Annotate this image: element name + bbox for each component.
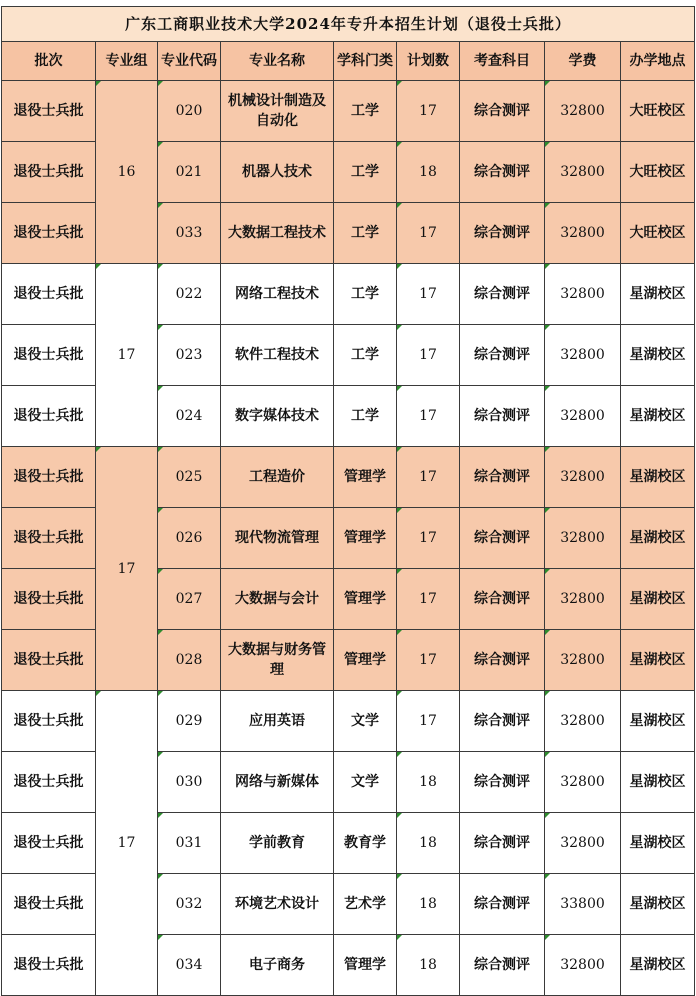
exam-cell: 综合测评 [460,569,545,630]
plan-count-cell: 18 [397,142,460,203]
location-cell: 星湖校区 [621,935,695,996]
exam-cell: 综合测评 [460,752,545,813]
major-name-cell: 数字媒体技术 [221,386,334,447]
code-cell: 020 [158,81,221,142]
plan-count-cell: 17 [397,508,460,569]
plan-count-cell: 17 [397,691,460,752]
fee-cell: 32800 [545,264,621,325]
code-cell: 021 [158,142,221,203]
code-cell: 022 [158,264,221,325]
batch-cell: 退役士兵批 [2,569,96,630]
major-name-cell: 网络工程技术 [221,264,334,325]
category-cell: 工学 [334,264,397,325]
code-cell: 032 [158,874,221,935]
major-name-cell: 软件工程技术 [221,325,334,386]
plan-count-cell: 17 [397,386,460,447]
fee-cell: 32800 [545,203,621,264]
location-cell: 星湖校区 [621,447,695,508]
fee-cell: 32800 [545,386,621,447]
exam-cell: 综合测评 [460,691,545,752]
header-category: 学科门类 [334,42,397,81]
exam-cell: 综合测评 [460,935,545,996]
fee-cell: 32800 [545,691,621,752]
header-exam: 考查科目 [460,42,545,81]
plan-count-cell: 18 [397,813,460,874]
fee-cell: 32800 [545,447,621,508]
group-cell: 16 [96,81,158,264]
group-cell: 17 [96,264,158,447]
exam-cell: 综合测评 [460,386,545,447]
batch-cell: 退役士兵批 [2,508,96,569]
code-cell: 028 [158,630,221,691]
category-cell: 艺术学 [334,874,397,935]
code-cell: 030 [158,752,221,813]
table-row [2,81,695,142]
major-name-cell: 大数据工程技术 [221,203,334,264]
location-cell: 星湖校区 [621,569,695,630]
batch-cell: 退役士兵批 [2,81,96,142]
plan-count-cell: 18 [397,935,460,996]
exam-cell: 综合测评 [460,508,545,569]
category-cell: 管理学 [334,935,397,996]
category-cell: 管理学 [334,569,397,630]
location-cell: 星湖校区 [621,813,695,874]
code-cell: 024 [158,386,221,447]
plan-count-cell: 17 [397,203,460,264]
major-name-cell: 网络与新媒体 [221,752,334,813]
location-cell: 大旺校区 [621,81,695,142]
batch-cell: 退役士兵批 [2,630,96,691]
batch-cell: 退役士兵批 [2,386,96,447]
major-name-cell: 大数据与会计 [221,569,334,630]
code-cell: 029 [158,691,221,752]
major-name-cell: 环境艺术设计 [221,874,334,935]
group-cell: 17 [96,691,158,996]
table-row [2,691,695,752]
location-cell: 星湖校区 [621,752,695,813]
plan-count-cell: 17 [397,325,460,386]
code-cell: 023 [158,325,221,386]
major-name-cell: 应用英语 [221,691,334,752]
location-cell: 星湖校区 [621,325,695,386]
plan-count-cell: 18 [397,752,460,813]
major-name-cell: 机器人技术 [221,142,334,203]
category-cell: 工学 [334,203,397,264]
exam-cell: 综合测评 [460,81,545,142]
fee-cell: 32800 [545,569,621,630]
exam-cell: 综合测评 [460,142,545,203]
code-cell: 025 [158,447,221,508]
fee-cell: 32800 [545,325,621,386]
exam-cell: 综合测评 [460,874,545,935]
major-name-cell: 现代物流管理 [221,508,334,569]
major-name-cell: 大数据与财务管理 [221,630,334,691]
fee-cell: 32800 [545,142,621,203]
table-row [2,447,695,508]
location-cell: 星湖校区 [621,386,695,447]
major-name-cell: 机械设计制造及自动化 [221,81,334,142]
location-cell: 大旺校区 [621,203,695,264]
fee-cell: 32800 [545,813,621,874]
code-cell: 034 [158,935,221,996]
major-name-cell: 学前教育 [221,813,334,874]
major-name-cell: 工程造价 [221,447,334,508]
code-cell: 033 [158,203,221,264]
exam-cell: 综合测评 [460,203,545,264]
fee-cell: 32800 [545,630,621,691]
header-batch: 批次 [2,42,96,81]
header-row [2,42,695,81]
category-cell: 工学 [334,325,397,386]
fee-cell: 32800 [545,508,621,569]
exam-cell: 综合测评 [460,813,545,874]
location-cell: 星湖校区 [621,630,695,691]
batch-cell: 退役士兵批 [2,813,96,874]
major-name-cell: 电子商务 [221,935,334,996]
location-cell: 星湖校区 [621,691,695,752]
header-fee: 学费 [545,42,621,81]
exam-cell: 综合测评 [460,264,545,325]
header-group: 专业组 [96,42,158,81]
category-cell: 文学 [334,691,397,752]
header-code: 专业代码 [158,42,221,81]
code-cell: 031 [158,813,221,874]
batch-cell: 退役士兵批 [2,203,96,264]
plan-count-cell: 17 [397,447,460,508]
category-cell: 管理学 [334,508,397,569]
category-cell: 教育学 [334,813,397,874]
batch-cell: 退役士兵批 [2,691,96,752]
header-plan: 计划数 [397,42,460,81]
category-cell: 工学 [334,142,397,203]
header-location: 办学地点 [621,42,695,81]
exam-cell: 综合测评 [460,325,545,386]
location-cell: 星湖校区 [621,264,695,325]
code-cell: 026 [158,508,221,569]
category-cell: 文学 [334,752,397,813]
batch-cell: 退役士兵批 [2,142,96,203]
location-cell: 星湖校区 [621,874,695,935]
category-cell: 管理学 [334,447,397,508]
plan-count-cell: 17 [397,630,460,691]
table-row [2,264,695,325]
fee-cell: 32800 [545,752,621,813]
batch-cell: 退役士兵批 [2,447,96,508]
group-cell: 17 [96,447,158,691]
header-major: 专业名称 [221,42,334,81]
batch-cell: 退役士兵批 [2,264,96,325]
category-cell: 工学 [334,386,397,447]
exam-cell: 综合测评 [460,630,545,691]
plan-count-cell: 18 [397,874,460,935]
exam-cell: 综合测评 [460,447,545,508]
category-cell: 管理学 [334,630,397,691]
batch-cell: 退役士兵批 [2,935,96,996]
plan-count-cell: 17 [397,569,460,630]
code-cell: 027 [158,569,221,630]
category-cell: 工学 [334,81,397,142]
plan-count-cell: 17 [397,264,460,325]
batch-cell: 退役士兵批 [2,325,96,386]
batch-cell: 退役士兵批 [2,752,96,813]
enrollment-plan-table [1,6,695,996]
batch-cell: 退役士兵批 [2,874,96,935]
fee-cell: 33800 [545,874,621,935]
fee-cell: 32800 [545,935,621,996]
location-cell: 大旺校区 [621,142,695,203]
plan-count-cell: 17 [397,81,460,142]
fee-cell: 32800 [545,81,621,142]
table-title: 广东工商职业技术大学2024年专升本招生计划（退役士兵批） [2,7,695,42]
location-cell: 星湖校区 [621,508,695,569]
